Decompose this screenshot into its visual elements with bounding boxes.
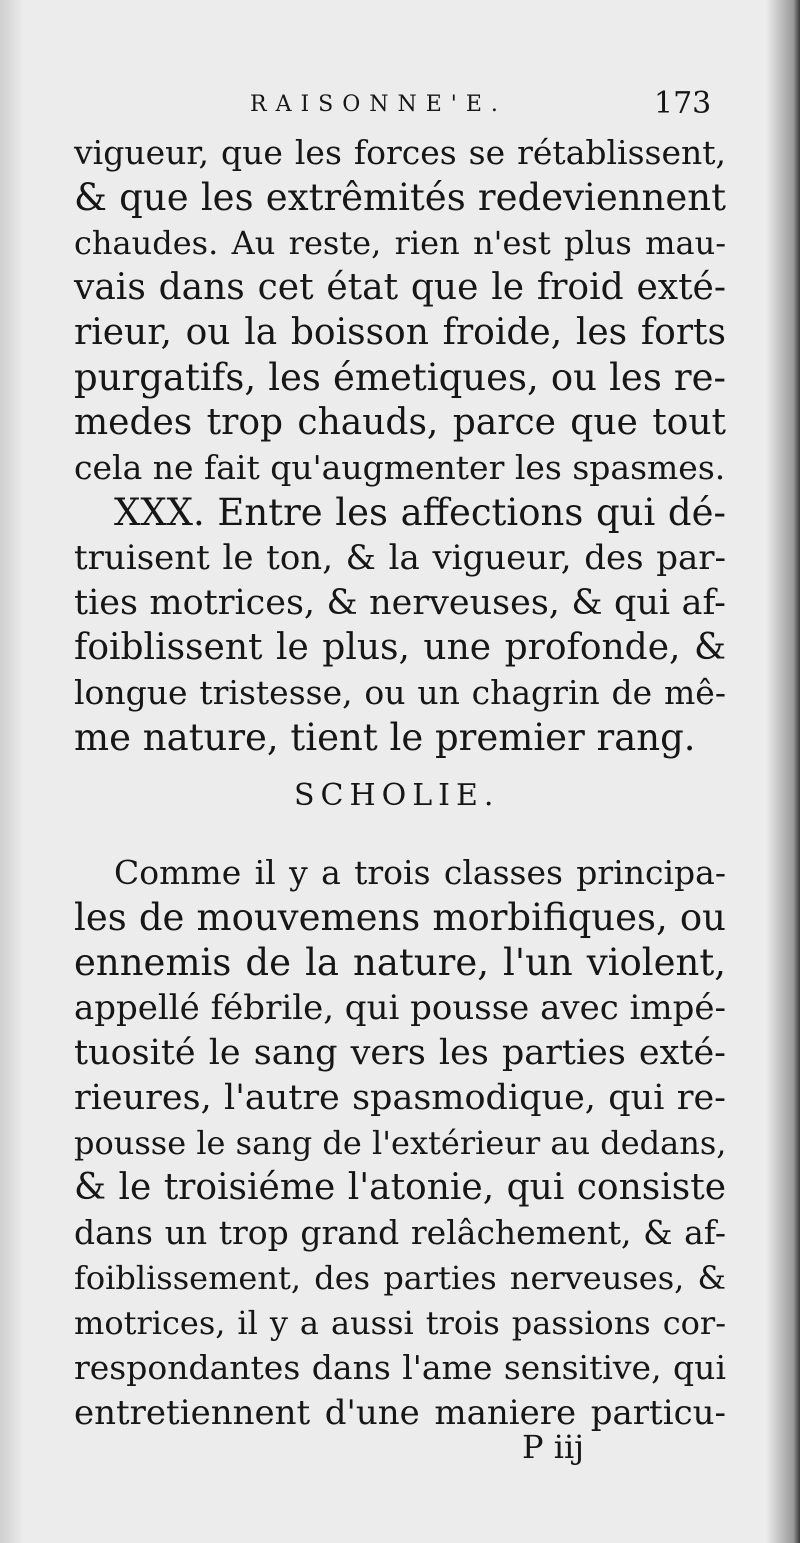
text-line: rieur, ou la boisson froide, les forts [74,312,726,353]
text-line: & que les extrêmités redeviennent [74,176,726,219]
text-line: dans un trop grand relâchement, & af- [74,1213,726,1252]
text-line: ties motrices, & nerveuses, & qui af- [74,583,726,623]
text-line: tuosité le sang vers les parties exté- [74,1033,726,1073]
page-number: 173 [654,86,712,121]
text-line: foiblissent le plus, une profonde, & [74,627,726,668]
text-line: & le troisiéme l'atonie, qui consiste [74,1167,726,1208]
section-title: SCHOLIE. [294,778,500,813]
text-line: me nature, tient le premier rang. [74,716,696,759]
text-line: chaudes. Au reste, rien n'est plus mau- [74,224,726,262]
text-line: pousse le sang de l'extérieur au dedans, [74,1124,727,1162]
text-line: medes trop chauds, parce que tout [74,402,726,443]
text-line: respondantes dans l'ame sensitive, qui [74,1348,726,1387]
text-line: entretiennent d'une maniere particu- [74,1393,726,1433]
text-line: ennemis de la nature, l'un violent, [74,941,726,984]
text-line: vigueur, que les forces se rétablissent, [74,133,726,172]
text-line: motrices, il y a aussi trois passions cor- [74,1304,726,1342]
signature-mark: P iij [522,1428,585,1466]
text-line: cela ne fait qu'augmenter les spasmes. [74,448,726,487]
text-line: les de mouvemens morbifiques, ou [74,896,726,939]
text-line: XXX. Entre les affections qui dé- [114,491,726,534]
text-line: truisent le ton, & la vigueur, des par- [74,538,726,578]
text-line: purgatifs, les émetiques, ou les re- [74,356,726,399]
text-line: foiblissement, des parties nerveuses, & [74,1259,726,1297]
text-line: appellé fébrile, qui pousse avec impé- [74,988,727,1028]
text-line: Comme il y a trois classes principa- [114,853,726,892]
running-head: RAISONNE'E. [250,92,507,117]
text-line: longue tristesse, ou un chagrin de mê- [74,673,726,712]
text-line: rieures, l'autre spasmodique, qui re- [74,1078,726,1118]
text-line: vais dans cet état que le froid exté- [74,267,726,308]
